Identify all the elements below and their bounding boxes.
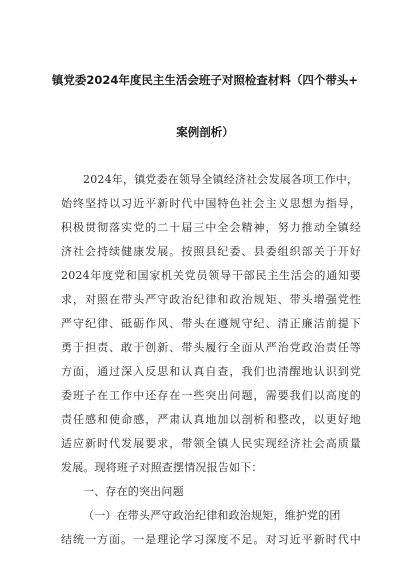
paragraph-line: 2024年，镇党委在领导全镇经济社会发展各项工作中， — [83, 173, 359, 186]
paragraph-line: 勇于担责、敢于创新、带头履行全面从严治党政治责任等 — [61, 341, 361, 354]
paragraph-line: 适应新时代发展要求，带领全镇人民实现经济社会高质量 — [61, 437, 361, 450]
paragraph-line: 求，对照在带头严守政治纪律和政治规矩、带头增强党性 — [61, 293, 361, 306]
section-heading: 一、存在的突出问题 — [83, 485, 184, 498]
document-title-line-2: 案例剖析） — [176, 125, 234, 139]
paragraph-line: 发展。现将班子对照查摆情况报告如下： — [61, 461, 263, 474]
paragraph-line: 结统一方面。一是理论学习深度不足。对习近平新时代中 — [61, 533, 361, 546]
paragraph-line: 积极贯彻落实党的二十届三中全会精神，努力推动全镇经 — [61, 221, 361, 234]
paragraph-line: （一）在带头严守政治纪律和政治规矩，维护党的团 — [83, 509, 341, 522]
paragraph-line: 始终坚持以习近平新时代中国特色社会主义思想为指导， — [61, 197, 361, 210]
paragraph-line: 委班子在工作中还存在一些突出问题，需要我们以高度的 — [61, 389, 361, 402]
paragraph-line: 济社会持续健康发展。按照县纪委、县委组织部关于开好 — [61, 245, 361, 258]
document-title-line-1: 镇党委2024年度民主生活会班子对照检查材料（四个带头+ — [51, 73, 359, 87]
paragraph-line: 责任感和使命感，严肃认真地加以剖析和整改，以更好地 — [61, 413, 361, 426]
paragraph-line: 方面，通过深入反思和认真自查，我们也清醒地认识到党 — [61, 365, 361, 378]
paragraph-line: 2024年度党和国家机关党员领导干部民主生活会的通知要 — [61, 269, 361, 282]
paragraph-line: 严守纪律、砥砺作风、带头在遵规守纪、清正廉洁前提下 — [61, 317, 361, 330]
